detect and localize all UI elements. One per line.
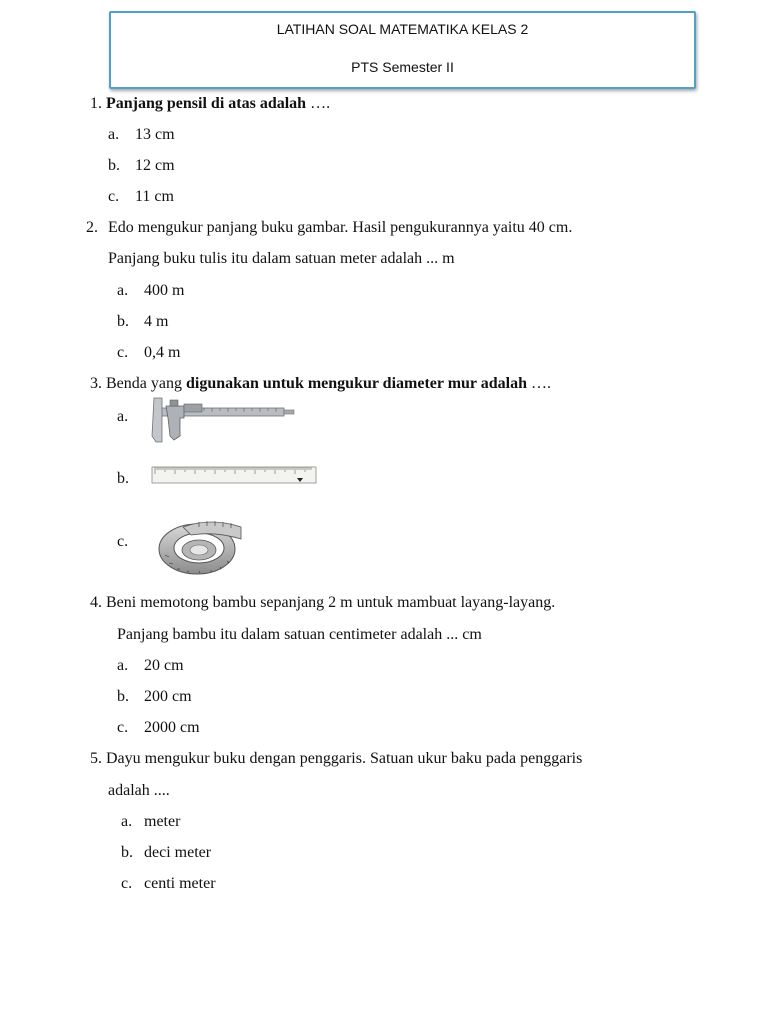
option-letter: a. <box>117 282 129 299</box>
question-text-start: Benda yang <box>106 375 186 392</box>
question-4 <box>90 593 555 613</box>
question-text-end: …. <box>526 375 551 392</box>
question-number: 4. <box>90 594 102 611</box>
option-3a-letter: a. <box>117 408 129 425</box>
option-1b <box>108 156 175 176</box>
option-1a <box>108 125 175 145</box>
option-text: 20 cm <box>144 657 184 674</box>
option-text: meter <box>144 813 181 830</box>
option-letter: a. <box>117 657 129 674</box>
question-text-line1: Dayu mengukur buku dengan penggaris. Satuan ukur baku pada penggaris <box>106 750 583 767</box>
option-2a <box>117 281 185 301</box>
option-4c <box>117 718 200 738</box>
question-5 <box>90 749 582 769</box>
question-text-line1: Edo mengukur panjang buku gambar. Hasil pengukurannya yaitu 40 cm. <box>108 219 573 236</box>
question-2-line2: Panjang buku tulis itu dalam satuan meter adalah ... m <box>108 250 455 267</box>
option-letter: c. <box>121 875 133 892</box>
option-text: 11 cm <box>135 188 174 205</box>
option-letter: a. <box>108 126 120 143</box>
option-text: 200 cm <box>144 688 192 705</box>
option-text: 12 cm <box>135 157 175 174</box>
option-text: deci meter <box>144 844 212 861</box>
question-2 <box>86 218 573 238</box>
question-5-line2: adalah .... <box>108 782 170 799</box>
option-5b <box>121 843 212 863</box>
option-letter: b. <box>117 688 129 705</box>
option-3c-letter: c. <box>117 533 129 550</box>
option-text: centi meter <box>144 875 216 892</box>
option-2b <box>117 312 169 332</box>
option-letter: b. <box>121 844 133 861</box>
option-1c <box>108 187 174 207</box>
option-text: 400 m <box>144 282 185 299</box>
option-3b-letter: b. <box>117 470 129 487</box>
option-letter: b. <box>108 157 120 174</box>
option-letter: c. <box>117 344 129 361</box>
question-number: 5. <box>90 750 102 767</box>
option-letter: b. <box>117 313 129 330</box>
option-text: 2000 cm <box>144 719 200 736</box>
worksheet-subtitle: PTS Semester II <box>351 59 454 75</box>
option-5a <box>121 812 181 832</box>
question-text-bold: Panjang pensil di atas adalah <box>106 95 307 112</box>
option-letter: c. <box>108 188 120 205</box>
header-box <box>109 11 696 89</box>
option-5c <box>121 874 216 894</box>
option-letter: c. <box>117 719 129 736</box>
option-4b <box>117 687 192 707</box>
option-4a <box>117 656 184 676</box>
ruler-image <box>151 465 317 485</box>
question-4-line2: Panjang bambu itu dalam satuan centimeter adalah ... cm <box>117 626 482 643</box>
option-text: 4 m <box>144 313 169 330</box>
question-text-bold: digunakan untuk mengukur diameter mur adalah <box>185 375 527 392</box>
question-text-line1: Beni memotong bambu sepanjang 2 m untuk mambuat layang-layang. <box>106 594 556 611</box>
question-number: 3. <box>90 375 102 392</box>
question-number: 1. <box>90 95 102 112</box>
question-1 <box>90 94 330 114</box>
question-text-end: …. <box>306 95 331 112</box>
question-3 <box>90 374 551 394</box>
measuring-tape-image <box>155 515 243 579</box>
worksheet-title: LATIHAN SOAL MATEMATIKA KELAS 2 <box>276 21 529 37</box>
option-text: 0,4 m <box>144 344 181 361</box>
option-text: 13 cm <box>135 126 175 143</box>
option-2c <box>117 343 181 363</box>
option-letter: a. <box>121 813 133 830</box>
question-number: 2. <box>86 219 98 236</box>
caliper-image <box>150 396 296 444</box>
